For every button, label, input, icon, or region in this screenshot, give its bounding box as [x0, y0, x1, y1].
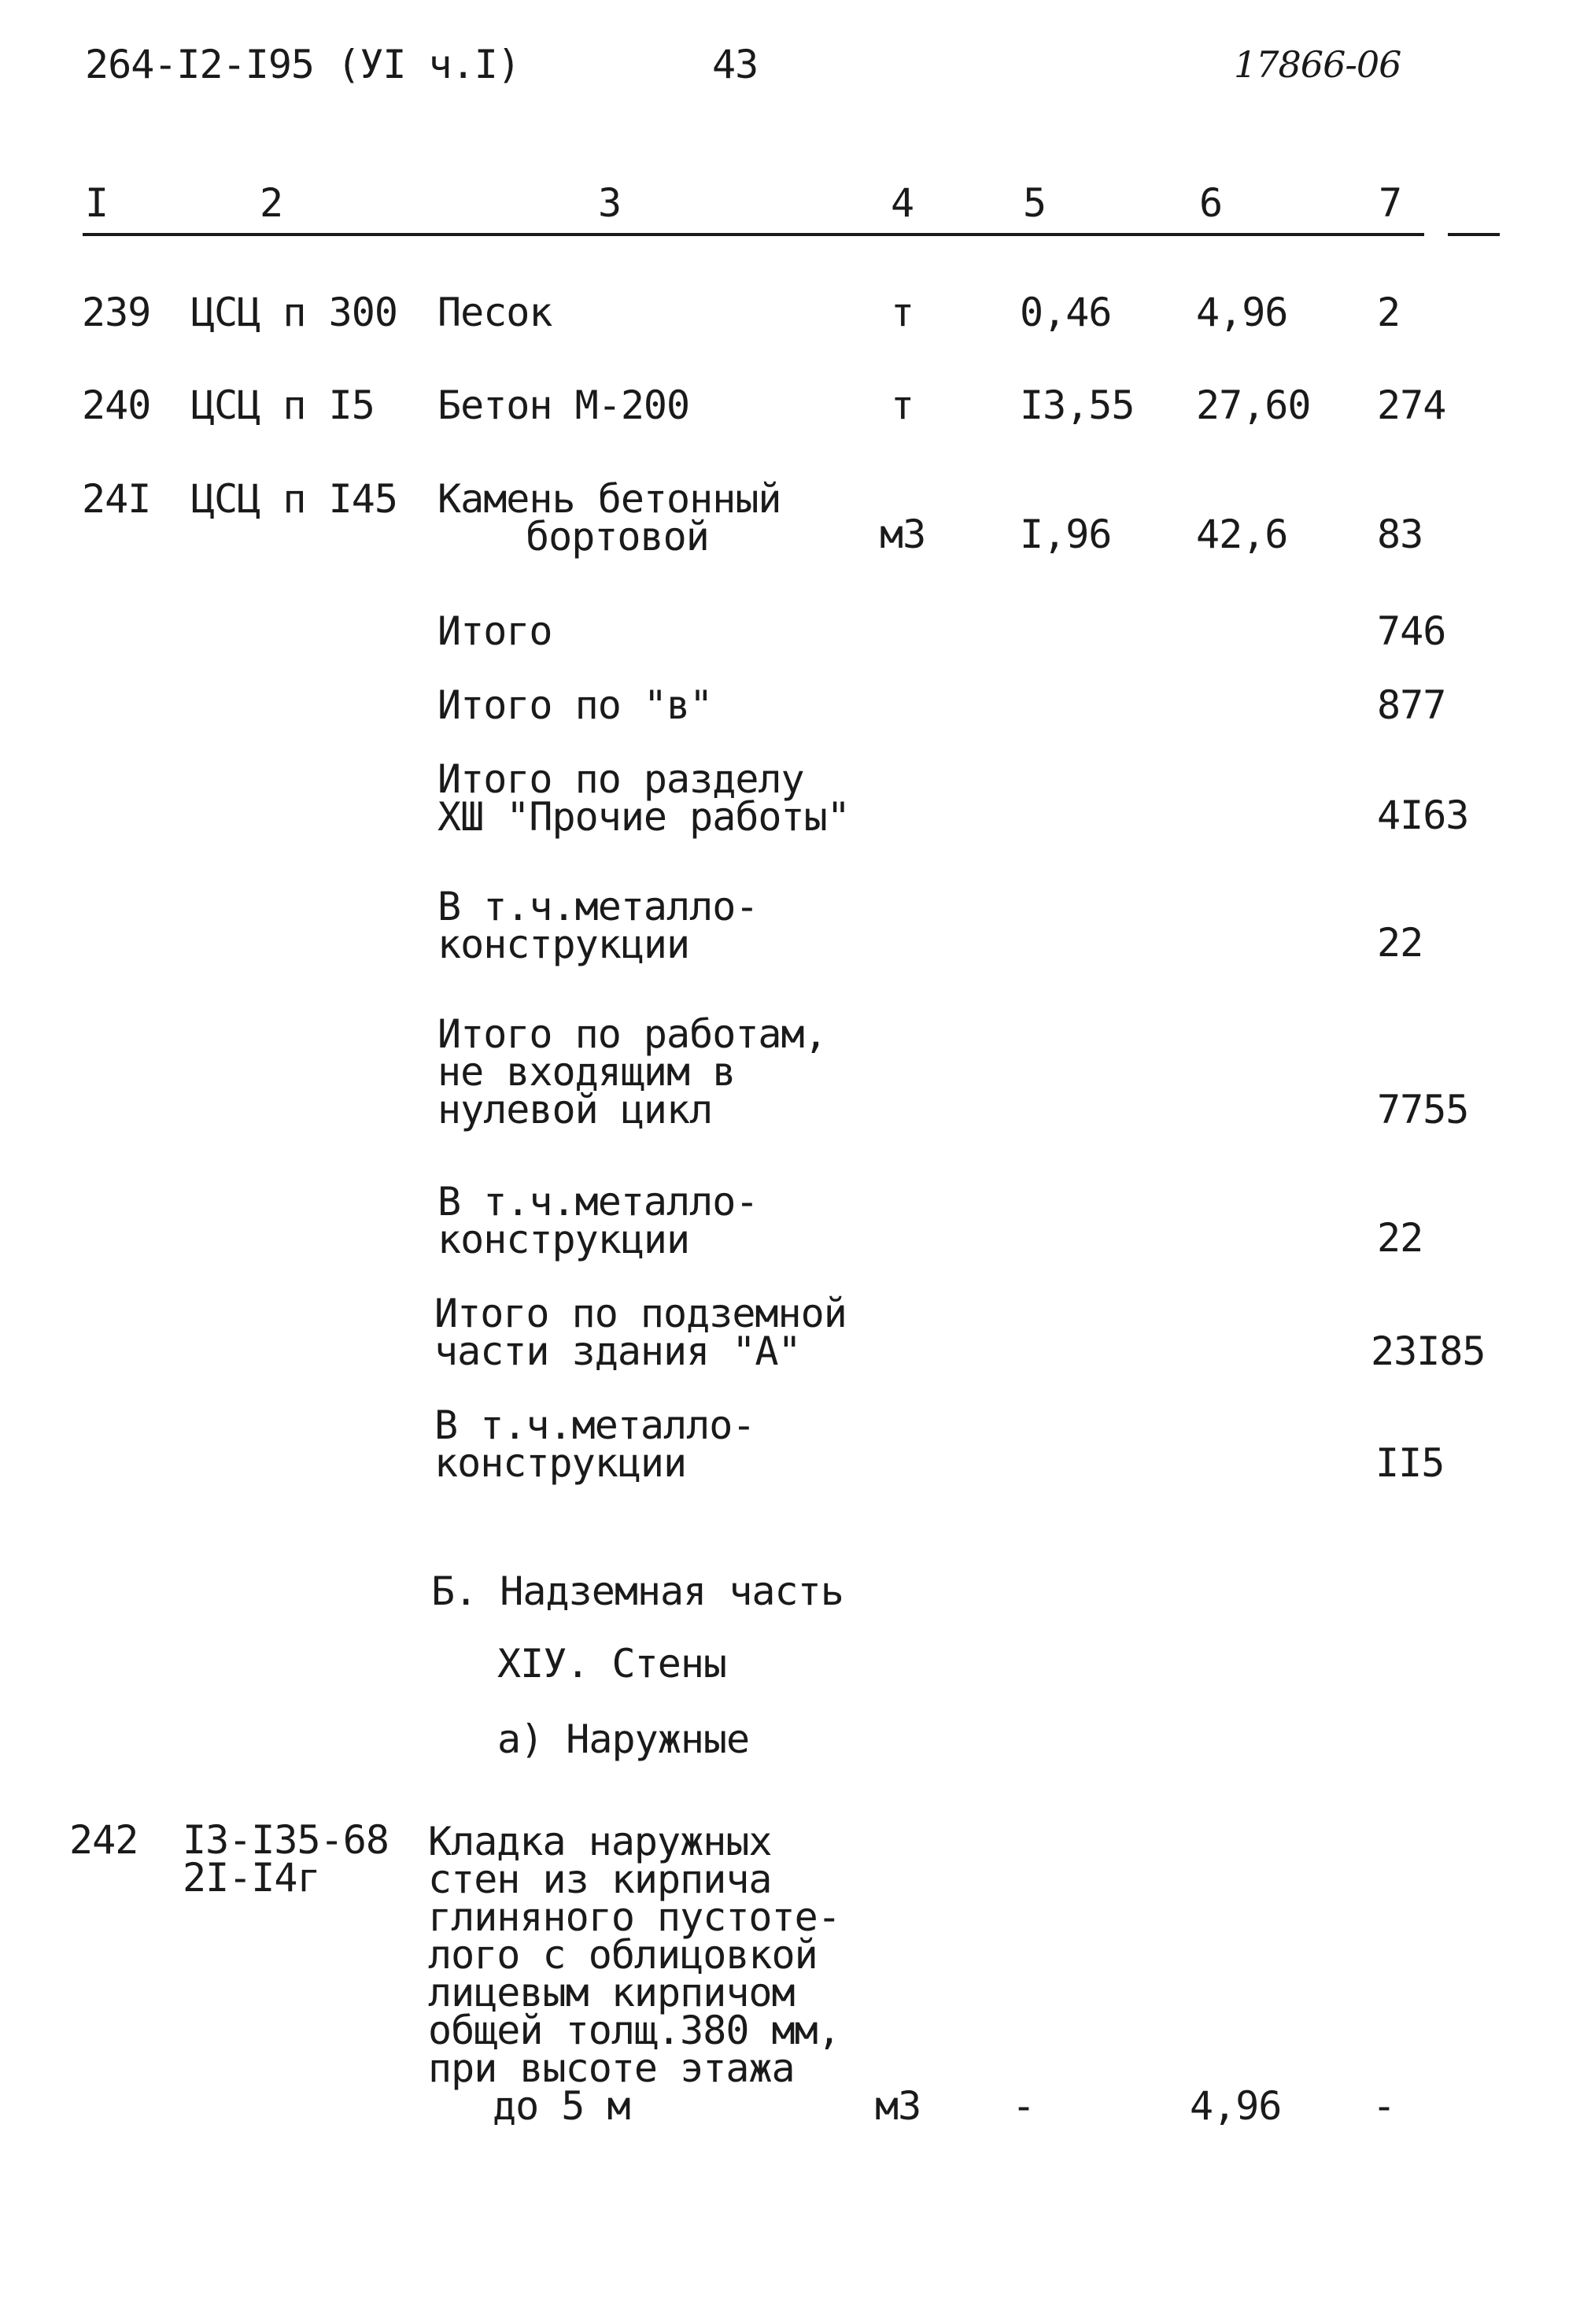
row-239-num: 239: [82, 290, 151, 335]
total-section-label-1: Итого по разделу: [437, 756, 804, 802]
row-239-total: 2: [1377, 290, 1401, 335]
row-242-code-2: 2I-I4г: [183, 1855, 320, 1901]
row-242-desc-line7: при высоте этажа: [428, 2045, 795, 2091]
row-241-qty: I,96: [1020, 512, 1112, 557]
total-underground-label-1: Итого по подземной: [434, 1291, 847, 1336]
metal-1-value: 22: [1377, 920, 1423, 966]
row-242-total: -: [1372, 2083, 1396, 2129]
col-header-7: 7: [1379, 180, 1402, 226]
section-chapter-heading: ХIУ. Стены: [497, 1641, 727, 1687]
row-241-code: ЦСЦ п I45: [191, 476, 397, 522]
col-header-2: 2: [260, 180, 283, 226]
total-section-value: 4I63: [1377, 793, 1469, 838]
section-subsection-heading: а) Наружные: [497, 1716, 750, 1762]
col-header-4: 4: [891, 180, 914, 226]
row-240-code: ЦСЦ п I5: [191, 382, 375, 428]
total-v-label: Итого по "в": [437, 682, 713, 728]
row-242-num: 242: [69, 1817, 138, 1863]
col-header-1: I: [85, 180, 109, 226]
metal-3-label-1: В т.ч.металло-: [434, 1402, 755, 1448]
metal-2-value: 22: [1377, 1215, 1423, 1261]
row-239-unit: т: [891, 290, 914, 335]
total-works-label-1: Итого по работам,: [437, 1011, 827, 1057]
total-works-label-2: не входящим в: [437, 1049, 736, 1095]
row-242-desc-line5: лицевым кирпичом: [428, 1970, 795, 2015]
row-240-desc: Бетон М-200: [437, 382, 690, 428]
row-239-qty: 0,46: [1020, 290, 1112, 335]
row-242-desc-line4: лого с облицовкой: [428, 1932, 818, 1978]
row-240-unit: т: [891, 382, 914, 428]
section-part-heading: Б. Надземная часть: [431, 1568, 844, 1614]
row-240-price: 27,60: [1196, 382, 1311, 428]
col-header-5: 5: [1023, 180, 1047, 226]
doc-code: 264-I2-I95 (УI ч.I): [85, 42, 520, 87]
row-240-total: 274: [1377, 382, 1446, 428]
col-header-6: 6: [1199, 180, 1223, 226]
row-242-desc-line6: общей толщ.380 мм,: [428, 2008, 840, 2053]
page-number: 43: [712, 42, 759, 87]
row-241-unit: м3: [880, 512, 926, 557]
metal-1-label-2: конструкции: [437, 922, 690, 967]
row-242-desc-line3: глиняного пустоте-: [428, 1894, 840, 1940]
metal-3-label-2: конструкции: [434, 1440, 687, 1486]
total-itogo-label: Итого: [437, 608, 552, 654]
total-underground-value: 23I85: [1371, 1328, 1486, 1374]
metal-1-label-1: В т.ч.металло-: [437, 884, 759, 929]
row-240-qty: I3,55: [1020, 382, 1135, 428]
inventory-number: 17866-06: [1234, 43, 1401, 86]
row-239-desc: Песок: [437, 290, 552, 335]
total-works-value: 7755: [1377, 1087, 1469, 1132]
total-v-value: 877: [1377, 682, 1446, 728]
row-242-qty: -: [1012, 2083, 1035, 2129]
row-241-price: 42,6: [1196, 512, 1288, 557]
total-works-label-3: нулевой цикл: [437, 1087, 713, 1132]
row-241-desc-line2: бортовой: [526, 514, 709, 560]
row-242-unit: м3: [875, 2083, 921, 2129]
metal-2-label-2: конструкции: [437, 1217, 690, 1262]
row-241-desc-line1: Камень бетонный: [437, 476, 781, 522]
metal-2-label-1: В т.ч.металло-: [437, 1179, 759, 1225]
metal-3-value: II5: [1375, 1440, 1445, 1486]
row-241-total: 83: [1377, 512, 1423, 557]
header-rule-end: [1448, 233, 1500, 236]
total-underground-label-2: части здания "А": [434, 1328, 801, 1374]
row-241-num: 24I: [82, 476, 151, 522]
row-242-desc-line8: до 5 м: [493, 2083, 630, 2129]
row-242-price: 4,96: [1190, 2083, 1282, 2129]
row-239-code: ЦСЦ п 300: [191, 290, 397, 335]
row-239-price: 4,96: [1196, 290, 1288, 335]
header-rule: [83, 233, 1424, 236]
row-240-num: 240: [82, 382, 151, 428]
row-242-code-1: I3-I35-68: [183, 1817, 389, 1863]
total-section-label-2: ХШ "Прочие работы": [437, 794, 850, 840]
total-itogo-value: 746: [1377, 608, 1446, 654]
col-header-3: 3: [598, 180, 622, 226]
row-242-desc-line1: Кладка наружных: [428, 1819, 772, 1864]
row-242-desc-line2: стен из кирпича: [428, 1857, 772, 1902]
